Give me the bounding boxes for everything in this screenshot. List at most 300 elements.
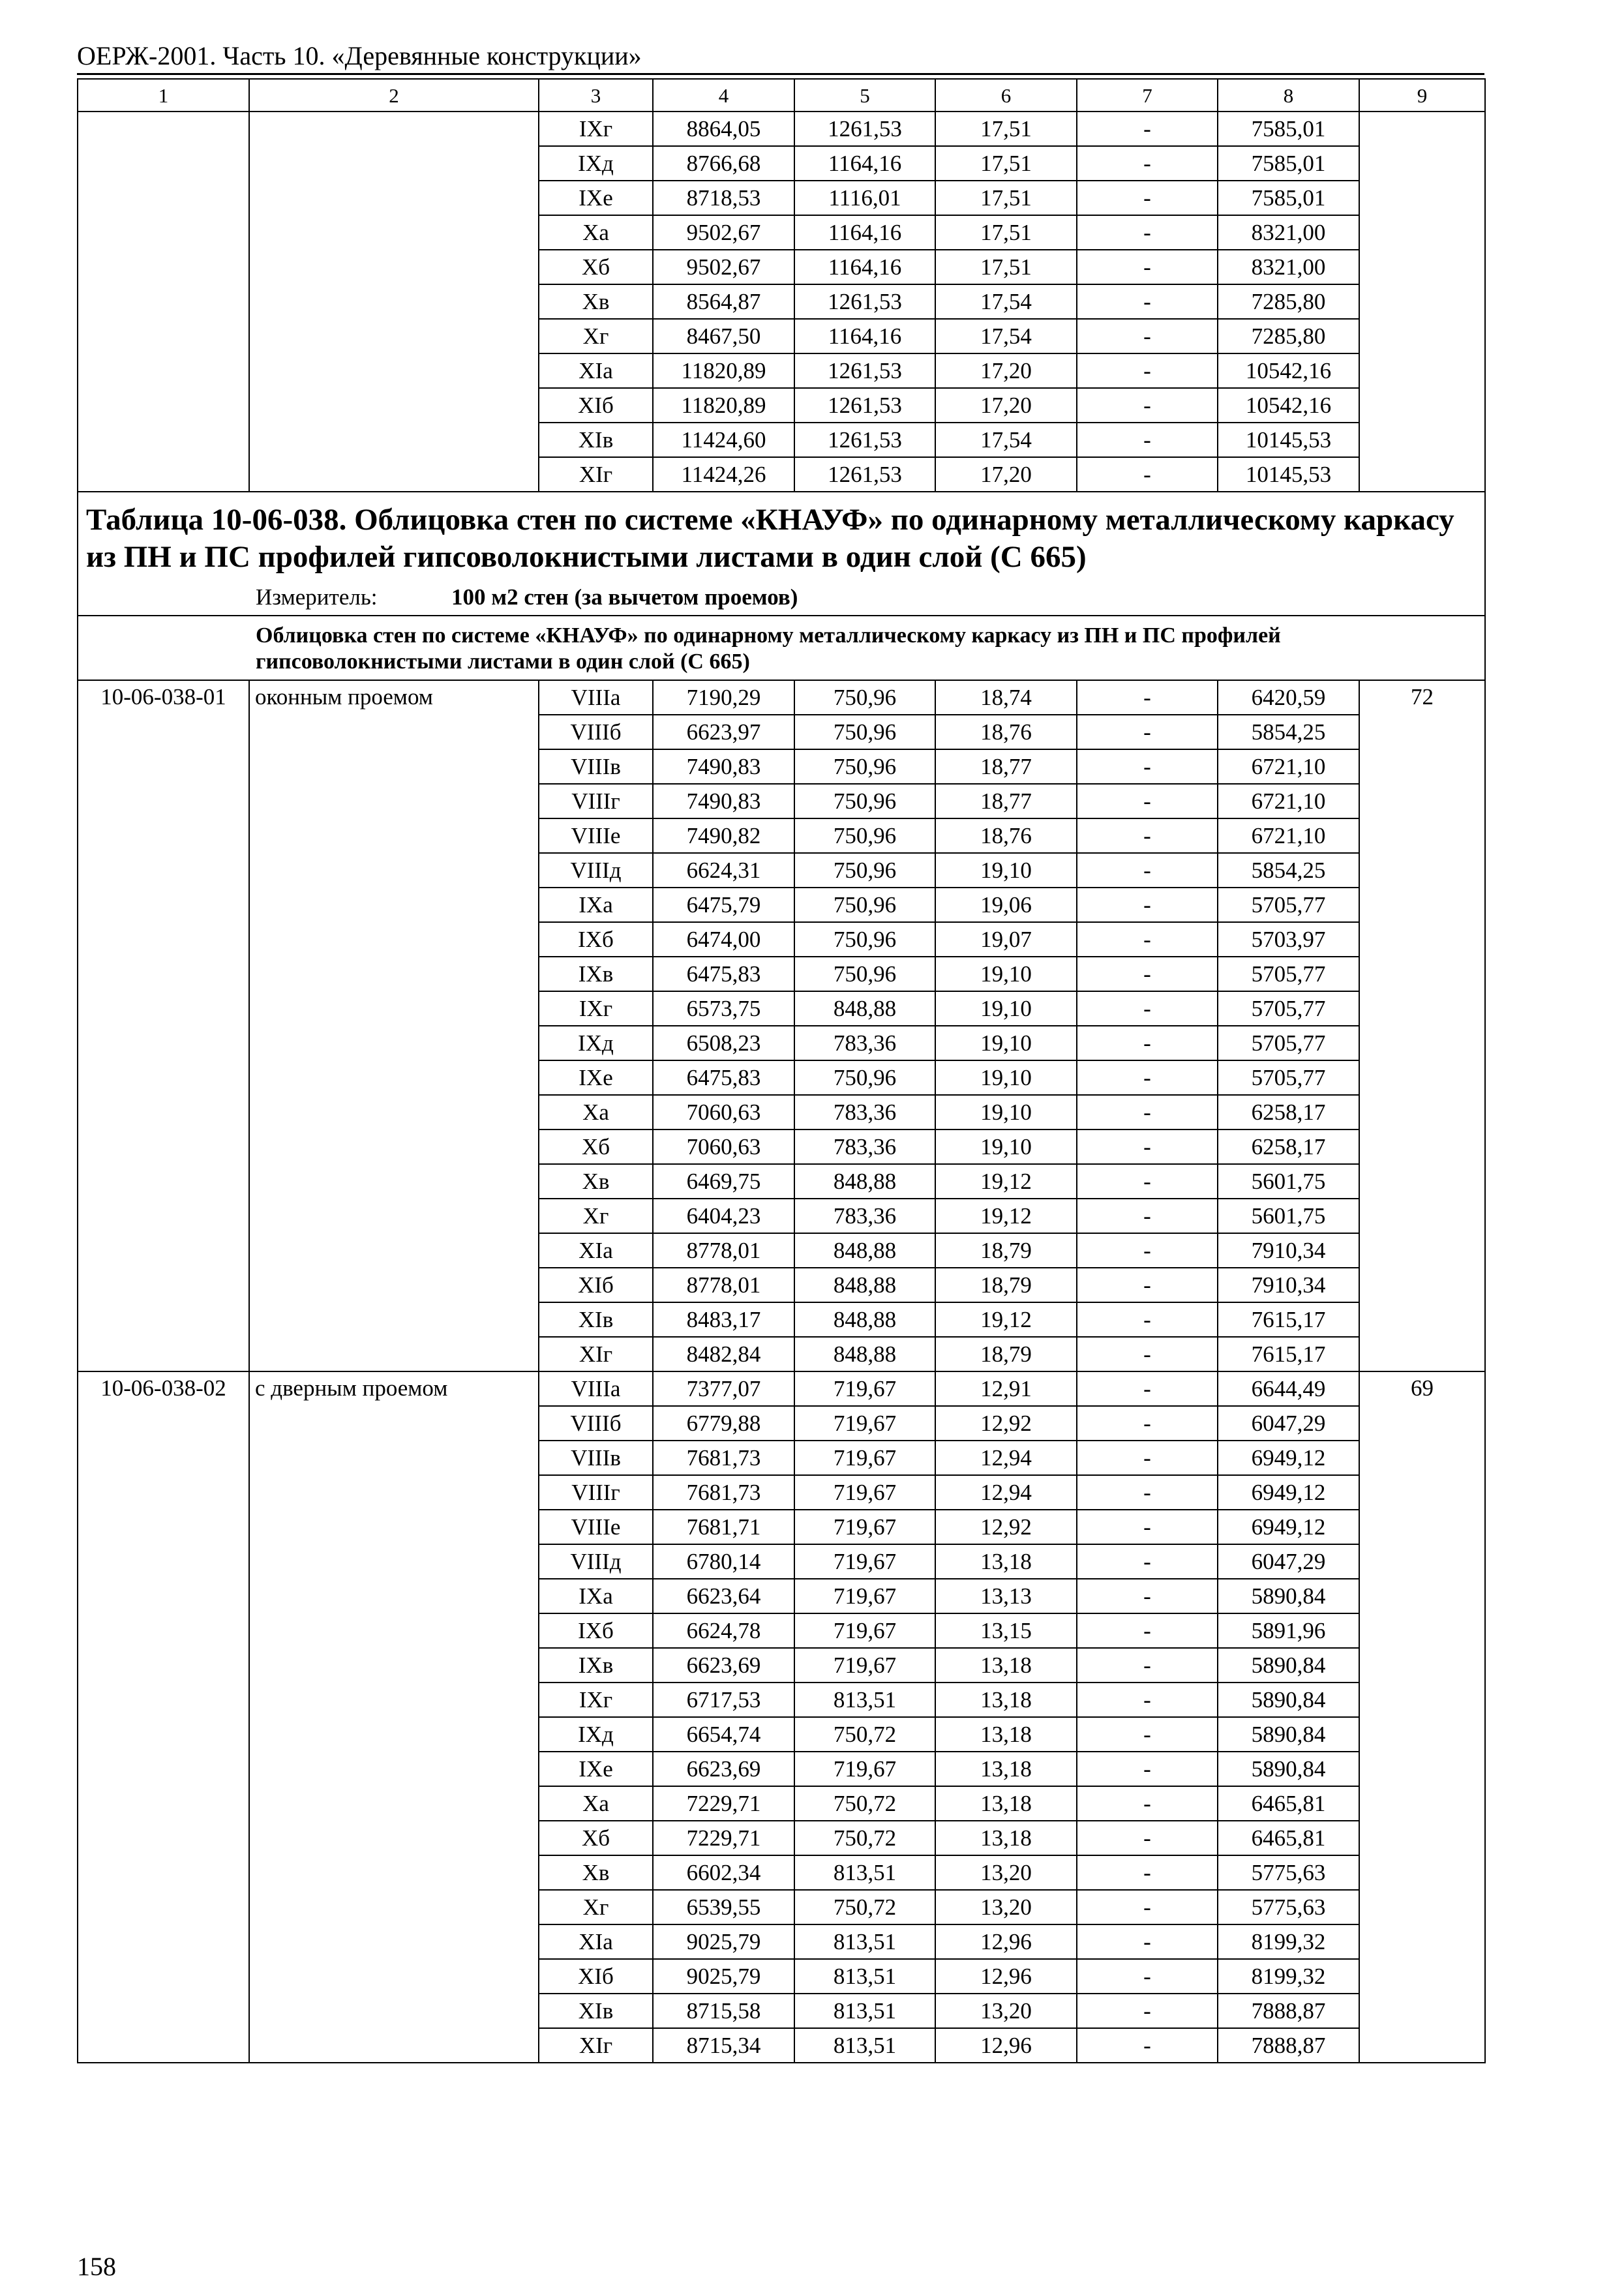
column-number: 9 — [1359, 79, 1485, 112]
base-cost-cell: 6404,23 — [653, 1199, 794, 1233]
drivers-wages-cell: - — [1077, 1026, 1218, 1060]
machine-cost-cell: 13,18 — [935, 1786, 1077, 1821]
resource-zone-cell: XIa — [539, 1233, 653, 1268]
wages-cell: 813,51 — [794, 1959, 935, 1994]
base-cost-cell: 7229,71 — [653, 1821, 794, 1855]
machine-cost-cell: 19,10 — [935, 853, 1077, 888]
machine-cost-cell: 13,15 — [935, 1613, 1077, 1648]
wages-cell: 750,72 — [794, 1821, 935, 1855]
base-cost-cell: 7490,83 — [653, 784, 794, 818]
resource-zone-cell: XIб — [539, 1959, 653, 1994]
wages-cell: 813,51 — [794, 1683, 935, 1717]
wages-cell: 1261,53 — [794, 112, 935, 146]
machine-cost-cell: 17,51 — [935, 112, 1077, 146]
base-cost-cell: 6602,34 — [653, 1855, 794, 1890]
machine-cost-cell: 12,91 — [935, 1371, 1077, 1406]
drivers-wages-cell: - — [1077, 1441, 1218, 1475]
table-description: Облицовка стен по системе «КНАУФ» по одинарному металлическому каркасу из ПН и ПС профилей гипсоволокнистыми листами в один слой (С 665) — [256, 623, 1281, 674]
drivers-wages-cell: - — [1077, 1855, 1218, 1890]
materials-cost-cell: 6644,49 — [1218, 1371, 1359, 1406]
base-cost-cell: 9502,67 — [653, 215, 794, 250]
base-cost-cell: 8715,34 — [653, 2028, 794, 2063]
drivers-wages-cell: - — [1077, 1510, 1218, 1544]
drivers-wages-cell: - — [1077, 1233, 1218, 1268]
wages-cell: 848,88 — [794, 1268, 935, 1302]
page-number: 158 — [77, 2252, 116, 2281]
column-number: 8 — [1218, 79, 1359, 112]
machine-cost-cell: 19,10 — [935, 1060, 1077, 1095]
wages-cell: 1116,01 — [794, 181, 935, 215]
drivers-wages-cell: - — [1077, 353, 1218, 388]
base-cost-cell: 11820,89 — [653, 388, 794, 423]
materials-cost-cell: 7585,01 — [1218, 181, 1359, 215]
materials-cost-cell: 5890,84 — [1218, 1683, 1359, 1717]
machine-cost-cell: 17,51 — [935, 146, 1077, 181]
materials-cost-cell: 7888,87 — [1218, 2028, 1359, 2063]
drivers-wages-cell: - — [1077, 922, 1218, 957]
wages-cell: 719,67 — [794, 1475, 935, 1510]
wages-cell: 719,67 — [794, 1441, 935, 1475]
drivers-wages-cell: - — [1077, 1302, 1218, 1337]
wages-cell: 813,51 — [794, 1994, 935, 2028]
measure-label: Измеритель: — [256, 584, 378, 610]
wages-cell: 783,36 — [794, 1026, 935, 1060]
drivers-wages-cell: - — [1077, 1060, 1218, 1095]
header-rule — [77, 73, 1484, 75]
wages-cell: 813,51 — [794, 1855, 935, 1890]
materials-cost-cell: 6465,81 — [1218, 1821, 1359, 1855]
machine-cost-cell: 13,18 — [935, 1683, 1077, 1717]
base-cost-cell: 6573,75 — [653, 991, 794, 1026]
column-number: 5 — [794, 79, 935, 112]
materials-cost-cell: 6721,10 — [1218, 784, 1359, 818]
base-cost-cell: 6654,74 — [653, 1717, 794, 1752]
wages-cell: 1164,16 — [794, 319, 935, 353]
wages-cell: 1164,16 — [794, 250, 935, 284]
machine-cost-cell: 17,54 — [935, 284, 1077, 319]
materials-cost-cell: 6465,81 — [1218, 1786, 1359, 1821]
resource-zone-cell: IXa — [539, 1579, 653, 1613]
wages-cell: 750,96 — [794, 818, 935, 853]
machine-cost-cell: 12,92 — [935, 1406, 1077, 1441]
base-cost-cell: 7490,82 — [653, 818, 794, 853]
materials-cost-cell: 8321,00 — [1218, 250, 1359, 284]
norm-cell-empty — [1359, 112, 1485, 492]
base-cost-cell: 6624,31 — [653, 853, 794, 888]
materials-cost-cell: 5703,97 — [1218, 922, 1359, 957]
machine-cost-cell: 13,18 — [935, 1544, 1077, 1579]
wages-cell: 848,88 — [794, 1164, 935, 1199]
base-cost-cell: 11424,26 — [653, 457, 794, 492]
base-cost-cell: 6623,69 — [653, 1648, 794, 1683]
base-cost-cell: 6623,69 — [653, 1752, 794, 1786]
wages-cell: 848,88 — [794, 991, 935, 1026]
resource-zone-cell: XIв — [539, 1994, 653, 2028]
materials-cost-cell: 5890,84 — [1218, 1752, 1359, 1786]
drivers-wages-cell: - — [1077, 1095, 1218, 1130]
base-cost-cell: 8766,68 — [653, 146, 794, 181]
drivers-wages-cell: - — [1077, 250, 1218, 284]
resource-zone-cell: IXд — [539, 1717, 653, 1752]
drivers-wages-cell: - — [1077, 319, 1218, 353]
machine-cost-cell: 12,96 — [935, 1959, 1077, 1994]
resource-zone-cell: VIIIa — [539, 680, 653, 715]
drivers-wages-cell: - — [1077, 1130, 1218, 1164]
materials-cost-cell: 6949,12 — [1218, 1475, 1359, 1510]
machine-cost-cell: 13,20 — [935, 1855, 1077, 1890]
page-header-title: ОЕРЖ-2001. Часть 10. «Деревянные конструкции» — [77, 41, 642, 70]
drivers-wages-cell: - — [1077, 181, 1218, 215]
wages-cell: 848,88 — [794, 1337, 935, 1371]
materials-cost-cell: 7585,01 — [1218, 146, 1359, 181]
resource-zone-cell: IXе — [539, 181, 653, 215]
drivers-wages-cell: - — [1077, 957, 1218, 991]
machine-cost-cell: 13,18 — [935, 1821, 1077, 1855]
machine-cost-cell: 18,79 — [935, 1268, 1077, 1302]
wages-cell: 1261,53 — [794, 284, 935, 319]
drivers-wages-cell: - — [1077, 680, 1218, 715]
resource-zone-cell: VIIIе — [539, 818, 653, 853]
materials-cost-cell: 10542,16 — [1218, 353, 1359, 388]
materials-cost-cell: 7615,17 — [1218, 1302, 1359, 1337]
materials-cost-cell: 10542,16 — [1218, 388, 1359, 423]
materials-cost-cell: 8199,32 — [1218, 1959, 1359, 1994]
resource-zone-cell: XIa — [539, 1924, 653, 1959]
measure-line — [86, 586, 1477, 608]
wages-cell: 750,96 — [794, 957, 935, 991]
wages-cell: 750,96 — [794, 853, 935, 888]
wages-cell: 719,67 — [794, 1371, 935, 1406]
base-cost-cell: 11820,89 — [653, 353, 794, 388]
drivers-wages-cell: - — [1077, 388, 1218, 423]
materials-cost-cell: 5891,96 — [1218, 1613, 1359, 1648]
machine-cost-cell: 13,13 — [935, 1579, 1077, 1613]
materials-cost-cell: 5890,84 — [1218, 1648, 1359, 1683]
base-cost-cell: 8778,01 — [653, 1268, 794, 1302]
materials-cost-cell: 6721,10 — [1218, 749, 1359, 784]
wages-cell: 848,88 — [794, 1233, 935, 1268]
machine-cost-cell: 13,18 — [935, 1717, 1077, 1752]
resource-zone-cell: Xa — [539, 215, 653, 250]
resource-zone-cell: IXв — [539, 957, 653, 991]
resource-zone-cell: VIIIд — [539, 853, 653, 888]
wages-cell: 783,36 — [794, 1095, 935, 1130]
base-cost-cell: 6539,55 — [653, 1890, 794, 1924]
table-title: Таблица 10-06-038. Облицовка стен по системе «КНАУФ» по одинарному металлическому каркасу из ПН и ПС профилей гипсоволокнистыми листами в один слой (С 665) — [86, 503, 1454, 575]
wages-cell: 1261,53 — [794, 388, 935, 423]
wages-cell: 848,88 — [794, 1302, 935, 1337]
base-cost-cell: 6469,75 — [653, 1164, 794, 1199]
table-row — [78, 680, 1485, 715]
drivers-wages-cell: - — [1077, 784, 1218, 818]
name-cell-empty — [249, 112, 539, 492]
resource-zone-cell: XIв — [539, 1302, 653, 1337]
drivers-wages-cell: - — [1077, 991, 1218, 1026]
base-cost-cell: 7060,63 — [653, 1130, 794, 1164]
base-cost-cell: 6779,88 — [653, 1406, 794, 1441]
table-title-row — [78, 492, 1485, 616]
wages-cell: 1164,16 — [794, 146, 935, 181]
drivers-wages-cell: - — [1077, 215, 1218, 250]
drivers-wages-cell: - — [1077, 749, 1218, 784]
resource-zone-cell: Xб — [539, 1821, 653, 1855]
machine-cost-cell: 19,07 — [935, 922, 1077, 957]
description-row — [78, 616, 1485, 681]
resource-zone-cell: IXг — [539, 991, 653, 1026]
machine-cost-cell: 13,18 — [935, 1752, 1077, 1786]
drivers-wages-cell: - — [1077, 715, 1218, 749]
base-cost-cell: 6475,79 — [653, 888, 794, 922]
resource-zone-cell: IXд — [539, 1026, 653, 1060]
machine-cost-cell: 12,94 — [935, 1475, 1077, 1510]
machine-cost-cell: 18,79 — [935, 1337, 1077, 1371]
wages-cell: 719,67 — [794, 1648, 935, 1683]
resource-zone-cell: Xa — [539, 1786, 653, 1821]
machine-cost-cell: 19,06 — [935, 888, 1077, 922]
column-number: 7 — [1077, 79, 1218, 112]
resource-zone-cell: Xв — [539, 1855, 653, 1890]
norm-cell: 69 — [1359, 1371, 1485, 2063]
materials-cost-cell: 6047,29 — [1218, 1406, 1359, 1441]
description-cell — [78, 616, 1485, 681]
resource-zone-cell: IXб — [539, 922, 653, 957]
machine-cost-cell: 18,77 — [935, 749, 1077, 784]
norm-cell: 72 — [1359, 680, 1485, 1371]
base-cost-cell: 9025,79 — [653, 1959, 794, 1994]
drivers-wages-cell: - — [1077, 2028, 1218, 2063]
base-cost-cell: 6717,53 — [653, 1683, 794, 1717]
materials-cost-cell: 7888,87 — [1218, 1994, 1359, 2028]
wages-cell: 1164,16 — [794, 215, 935, 250]
resource-zone-cell: XIб — [539, 388, 653, 423]
base-cost-cell: 7681,71 — [653, 1510, 794, 1544]
base-cost-cell: 7060,63 — [653, 1095, 794, 1130]
materials-cost-cell: 6949,12 — [1218, 1441, 1359, 1475]
wages-cell: 750,72 — [794, 1890, 935, 1924]
base-cost-cell: 7681,73 — [653, 1441, 794, 1475]
base-cost-cell: 7377,07 — [653, 1371, 794, 1406]
column-number: 1 — [78, 79, 249, 112]
drivers-wages-cell: - — [1077, 1994, 1218, 2028]
wages-cell: 750,96 — [794, 715, 935, 749]
drivers-wages-cell: - — [1077, 1648, 1218, 1683]
wages-cell: 1261,53 — [794, 423, 935, 457]
machine-cost-cell: 17,54 — [935, 423, 1077, 457]
column-number: 3 — [539, 79, 653, 112]
resource-zone-cell: IXб — [539, 1613, 653, 1648]
wages-cell: 719,67 — [794, 1510, 935, 1544]
wages-cell: 813,51 — [794, 2028, 935, 2063]
materials-cost-cell: 7910,34 — [1218, 1233, 1359, 1268]
machine-cost-cell: 18,76 — [935, 818, 1077, 853]
resource-zone-cell: VIIIв — [539, 1441, 653, 1475]
base-cost-cell: 9502,67 — [653, 250, 794, 284]
machine-cost-cell: 18,76 — [935, 715, 1077, 749]
resource-zone-cell: Xг — [539, 1890, 653, 1924]
drivers-wages-cell: - — [1077, 853, 1218, 888]
materials-cost-cell: 6047,29 — [1218, 1544, 1359, 1579]
machine-cost-cell: 18,77 — [935, 784, 1077, 818]
materials-cost-cell: 6420,59 — [1218, 680, 1359, 715]
base-cost-cell: 7681,73 — [653, 1475, 794, 1510]
code-cell: 10-06-038-02 — [78, 1371, 249, 2063]
drivers-wages-cell: - — [1077, 1164, 1218, 1199]
column-number: 6 — [935, 79, 1077, 112]
resource-zone-cell: IXе — [539, 1060, 653, 1095]
base-cost-cell: 6624,78 — [653, 1613, 794, 1648]
wages-cell: 719,67 — [794, 1544, 935, 1579]
resource-zone-cell: Xб — [539, 1130, 653, 1164]
machine-cost-cell: 13,20 — [935, 1890, 1077, 1924]
resource-zone-cell: Xг — [539, 1199, 653, 1233]
drivers-wages-cell: - — [1077, 1268, 1218, 1302]
machine-cost-cell: 19,12 — [935, 1302, 1077, 1337]
base-cost-cell: 8467,50 — [653, 319, 794, 353]
machine-cost-cell: 19,12 — [935, 1199, 1077, 1233]
machine-cost-cell: 19,12 — [935, 1164, 1077, 1199]
machine-cost-cell: 17,51 — [935, 181, 1077, 215]
wages-cell: 719,67 — [794, 1752, 935, 1786]
resource-zone-cell: IXг — [539, 1683, 653, 1717]
base-cost-cell: 8715,58 — [653, 1994, 794, 2028]
resource-zone-cell: VIIIв — [539, 749, 653, 784]
wages-cell: 1261,53 — [794, 353, 935, 388]
column-number: 2 — [249, 79, 539, 112]
base-cost-cell: 9025,79 — [653, 1924, 794, 1959]
materials-cost-cell: 5890,84 — [1218, 1579, 1359, 1613]
drivers-wages-cell: - — [1077, 1786, 1218, 1821]
name-cell: оконным проемом — [249, 680, 539, 1371]
drivers-wages-cell: - — [1077, 1371, 1218, 1406]
materials-cost-cell: 10145,53 — [1218, 457, 1359, 492]
drivers-wages-cell: - — [1077, 888, 1218, 922]
materials-cost-cell: 5705,77 — [1218, 1026, 1359, 1060]
base-cost-cell: 7190,29 — [653, 680, 794, 715]
resource-zone-cell: XIa — [539, 353, 653, 388]
machine-cost-cell: 19,10 — [935, 1130, 1077, 1164]
machine-cost-cell: 19,10 — [935, 1095, 1077, 1130]
resource-zone-cell: IXг — [539, 112, 653, 146]
drivers-wages-cell: - — [1077, 1890, 1218, 1924]
base-cost-cell: 8482,84 — [653, 1337, 794, 1371]
drivers-wages-cell: - — [1077, 1337, 1218, 1371]
table-body — [78, 79, 1485, 2063]
base-cost-cell: 8778,01 — [653, 1233, 794, 1268]
materials-cost-cell: 8321,00 — [1218, 215, 1359, 250]
resource-zone-cell: XIг — [539, 457, 653, 492]
base-cost-cell: 8718,53 — [653, 181, 794, 215]
base-cost-cell: 7229,71 — [653, 1786, 794, 1821]
machine-cost-cell: 17,20 — [935, 353, 1077, 388]
base-cost-cell: 8483,17 — [653, 1302, 794, 1337]
base-cost-cell: 6475,83 — [653, 1060, 794, 1095]
table-title-cell — [78, 492, 1485, 616]
drivers-wages-cell: - — [1077, 1544, 1218, 1579]
materials-cost-cell: 5601,75 — [1218, 1199, 1359, 1233]
table-row — [78, 112, 1485, 146]
resource-zone-cell: VIIIб — [539, 715, 653, 749]
materials-cost-cell: 5775,63 — [1218, 1890, 1359, 1924]
materials-cost-cell: 5890,84 — [1218, 1717, 1359, 1752]
materials-cost-cell: 5775,63 — [1218, 1855, 1359, 1890]
wages-cell: 750,96 — [794, 784, 935, 818]
wages-cell: 719,67 — [794, 1613, 935, 1648]
materials-cost-cell: 7585,01 — [1218, 112, 1359, 146]
wages-cell: 783,36 — [794, 1199, 935, 1233]
machine-cost-cell: 17,54 — [935, 319, 1077, 353]
machine-cost-cell: 19,10 — [935, 957, 1077, 991]
base-cost-cell: 11424,60 — [653, 423, 794, 457]
machine-cost-cell: 13,18 — [935, 1648, 1077, 1683]
wages-cell: 813,51 — [794, 1924, 935, 1959]
resource-zone-cell: IXв — [539, 1648, 653, 1683]
materials-cost-cell: 5854,25 — [1218, 715, 1359, 749]
wages-cell: 719,67 — [794, 1579, 935, 1613]
drivers-wages-cell: - — [1077, 112, 1218, 146]
name-cell: с дверным проемом — [249, 1371, 539, 2063]
drivers-wages-cell: - — [1077, 1613, 1218, 1648]
drivers-wages-cell: - — [1077, 284, 1218, 319]
drivers-wages-cell: - — [1077, 146, 1218, 181]
resource-zone-cell: VIIIг — [539, 1475, 653, 1510]
base-cost-cell: 6623,97 — [653, 715, 794, 749]
drivers-wages-cell: - — [1077, 1959, 1218, 1994]
materials-cost-cell: 6258,17 — [1218, 1095, 1359, 1130]
wages-cell: 750,96 — [794, 1060, 935, 1095]
machine-cost-cell: 17,20 — [935, 388, 1077, 423]
wages-cell: 1261,53 — [794, 457, 935, 492]
drivers-wages-cell: - — [1077, 1475, 1218, 1510]
materials-cost-cell: 10145,53 — [1218, 423, 1359, 457]
wages-cell: 750,72 — [794, 1786, 935, 1821]
materials-cost-cell: 5705,77 — [1218, 1060, 1359, 1095]
drivers-wages-cell: - — [1077, 1821, 1218, 1855]
wages-cell: 750,96 — [794, 680, 935, 715]
materials-cost-cell: 6949,12 — [1218, 1510, 1359, 1544]
base-cost-cell: 7490,83 — [653, 749, 794, 784]
column-number: 4 — [653, 79, 794, 112]
resource-zone-cell: VIIIб — [539, 1406, 653, 1441]
machine-cost-cell: 12,96 — [935, 2028, 1077, 2063]
base-cost-cell: 6474,00 — [653, 922, 794, 957]
resource-zone-cell: IXе — [539, 1752, 653, 1786]
wages-cell: 750,96 — [794, 922, 935, 957]
resource-zone-cell: Xв — [539, 284, 653, 319]
materials-cost-cell: 6258,17 — [1218, 1130, 1359, 1164]
resource-zone-cell: Xв — [539, 1164, 653, 1199]
materials-cost-cell: 7285,80 — [1218, 284, 1359, 319]
machine-cost-cell: 18,79 — [935, 1233, 1077, 1268]
wages-cell: 719,67 — [794, 1406, 935, 1441]
code-cell: 10-06-038-01 — [78, 680, 249, 1371]
drivers-wages-cell: - — [1077, 818, 1218, 853]
wages-cell: 750,96 — [794, 888, 935, 922]
base-cost-cell: 6623,64 — [653, 1579, 794, 1613]
base-cost-cell: 8564,87 — [653, 284, 794, 319]
drivers-wages-cell: - — [1077, 457, 1218, 492]
code-cell-empty — [78, 112, 249, 492]
resource-zone-cell: Xб — [539, 250, 653, 284]
resource-zone-cell: XIг — [539, 2028, 653, 2063]
base-cost-cell: 8864,05 — [653, 112, 794, 146]
machine-cost-cell: 17,51 — [935, 215, 1077, 250]
resource-zone-cell: XIб — [539, 1268, 653, 1302]
resource-zone-cell: Xa — [539, 1095, 653, 1130]
column-number-row — [78, 79, 1485, 112]
table-row — [78, 1371, 1485, 1406]
wages-cell: 750,96 — [794, 749, 935, 784]
base-cost-cell: 6780,14 — [653, 1544, 794, 1579]
